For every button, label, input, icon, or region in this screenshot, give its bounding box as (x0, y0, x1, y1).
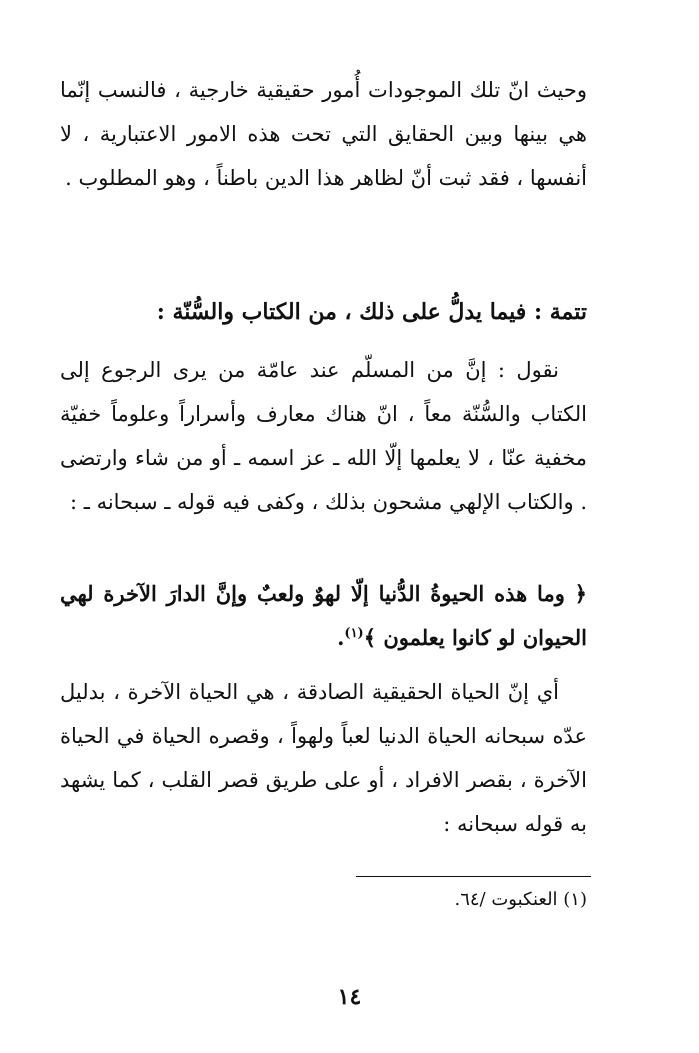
page-number: ١٤ (337, 984, 362, 1010)
quran-verse-block (60, 572, 587, 660)
paragraph-3: أي إنّ الحياة الحقيقية الصادقة ، هي الحياة الآخرة ، بدليل عدّه سبحانه الحياة الدنيا لعباً ولهواً ، وقصره الحياة في الحياة الآخرة ، بقصر الافراد ، أو على طريق قصر القلب ، كما يشهد به قوله سبحانه : (60, 680, 587, 836)
footnote-divider (356, 876, 591, 877)
paragraph-2: نقول : إنَّ من المسلّم عند عامّة من يرى الرجوع إلى الكتاب والسُّنّة معاً ، انّ هناك معارف وأسراراً وعلوماً خفيّة مخفية عنّا ، لا يعلمها إلّا الله ـ عز اسمه ـ أو من شاء وارتضى . والكتاب الإلهي مشحون بذلك ، وكفى فيه قوله ـ سبحانه ـ : (60, 358, 587, 514)
footnote: (١) العنكبوت /٦٤. (454, 889, 587, 910)
paragraph-3-block (60, 670, 587, 846)
paragraph-1: وحيث انّ تلك الموجودات أُمور حقيقية خارجية ، فالنسب إنّما هي بينها وبين الحقايق التي تحت هذه الامور الاعتبارية ، لا أنفسها ، فقد ثبت أنّ لظاهر هذا الدين باطناً ، وهو المطلوب . (60, 78, 587, 190)
footnote-marker: (١) (344, 626, 364, 641)
quran-verse-end: . (337, 625, 345, 650)
section-heading: تتمة : فيما يدلُّ على ذلك ، من الكتاب والسُّنّة : (156, 299, 587, 325)
quran-verse-text: ﴿ وما هذه الحيوةُ الدُّنيا إلّا لهوٌ ولعبٌ وإنَّ الدارَ الآخرة لهي الحيوان لو كانوا يعلمون ﴾ (60, 581, 587, 650)
paragraph-2-block (60, 348, 587, 524)
paragraph-1-block (60, 68, 587, 200)
quran-verse (60, 572, 587, 660)
